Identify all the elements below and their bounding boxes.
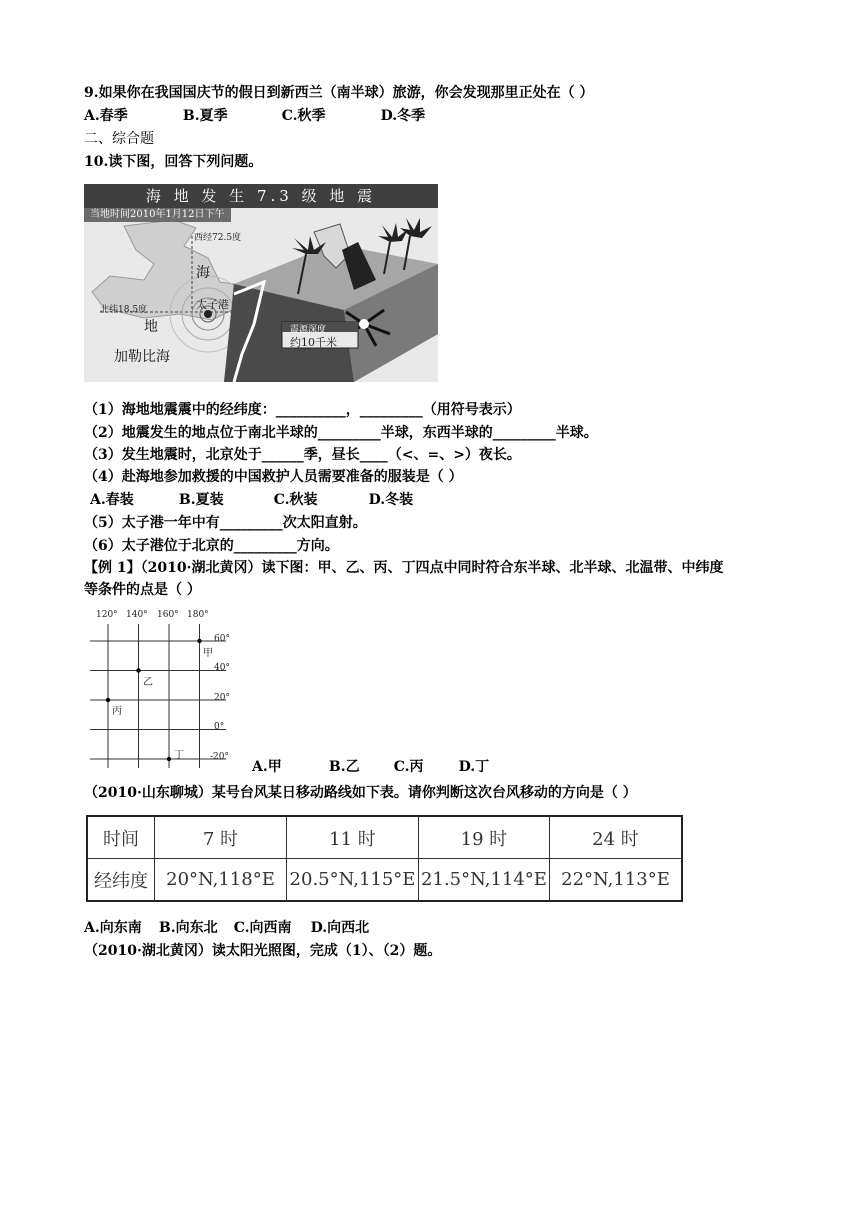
q9-option-c: C.秋季 bbox=[281, 108, 326, 124]
ex1-line2: 等条件的点是（ ） bbox=[84, 582, 201, 598]
q10-sub5: （5）太子港一年中有_________次太阳直射。 bbox=[84, 515, 367, 531]
q9-option-a: A.春季 bbox=[84, 108, 128, 124]
q10-sub6: （6）太子港位于北京的_________方向。 bbox=[84, 538, 339, 554]
ex1-option-a: A.甲 bbox=[252, 759, 282, 775]
lat-label-20: 20° bbox=[214, 693, 230, 703]
depth-value: 约10千米 bbox=[290, 336, 337, 349]
ex1-options bbox=[252, 758, 489, 776]
grid-point bbox=[106, 698, 110, 702]
q10-sub3: （3）发生地震时，北京处于______季，昼长____（<、=、>）夜长。 bbox=[84, 447, 521, 463]
q10-sub4-option-d: D.冬装 bbox=[368, 492, 414, 508]
lon-label-180: 180° bbox=[187, 610, 209, 620]
q10-stem: 10.读下图，回答下列问题。 bbox=[84, 154, 263, 170]
lat-lon-grid-figure bbox=[86, 608, 246, 778]
point-label-ding: 丁 bbox=[174, 750, 184, 761]
lon-label-120: 120° bbox=[96, 610, 118, 620]
point-label-yi: 乙 bbox=[143, 677, 153, 688]
grid-point bbox=[136, 668, 140, 672]
lat-label-40: 40° bbox=[214, 663, 230, 673]
label-di: 地 bbox=[144, 319, 158, 335]
table-cell: 20°N,118°E bbox=[155, 859, 287, 902]
lon-label-140: 140° bbox=[126, 610, 148, 620]
ex1-line1: 【例 1】（2010·湖北黄冈）读下图：甲、乙、丙、丁四点中同时符合东半球、北半球、北温带、中纬度 bbox=[84, 560, 724, 576]
table-cell: 7 时 bbox=[155, 816, 287, 859]
table-cell: 时间 bbox=[87, 816, 155, 859]
longitude-label: 西经72.5度 bbox=[194, 233, 242, 243]
q9-option-d: D.冬季 bbox=[380, 108, 426, 124]
q10-sub4: （4）赴海地参加救援的中国救护人员需要准备的服装是（ ） bbox=[84, 469, 463, 485]
latitude-label: 北纬18.5度 bbox=[100, 305, 148, 315]
lon-label-160: 160° bbox=[157, 610, 179, 620]
typhoon-stem: （2010·山东聊城）某号台风某日移动路线如下表。请你判断这次台风移动的方向是（ ） bbox=[84, 785, 637, 801]
q10-sub2: （2）地震发生的地点位于南北半球的_________半球，东西半球的_________半球。 bbox=[84, 425, 598, 441]
depth-title: 震源深度 bbox=[290, 325, 327, 335]
table-cell: 21.5°N,114°E bbox=[419, 859, 550, 902]
point-label-jia: 甲 bbox=[203, 648, 213, 659]
typhoon-option-a: A.向东南 bbox=[84, 920, 142, 936]
lat-label-neg20: -20° bbox=[210, 752, 229, 762]
port-label: 太子港 bbox=[196, 298, 229, 311]
q9-options bbox=[84, 107, 425, 125]
point-label-bing: 丙 bbox=[112, 706, 122, 717]
table-cell: 22°N,113°E bbox=[550, 859, 683, 902]
section-heading: 二、综合题 bbox=[84, 131, 154, 147]
q9-stem: 9.如果你在我国国庆节的假日到新西兰（南半球）旅游，你会发现那里正处在（ ） bbox=[84, 85, 594, 101]
table-cell: 24 时 bbox=[550, 816, 683, 859]
q10-sub4-option-c: C.秋装 bbox=[273, 492, 318, 508]
q10-sub4-option-b: B.夏装 bbox=[178, 492, 224, 508]
table-cell: 经纬度 bbox=[87, 859, 155, 902]
table-cell: 20.5°N,115°E bbox=[287, 859, 419, 902]
table-cell: 19 时 bbox=[419, 816, 550, 859]
figure-time: 当地时间2010年1月12日下午 bbox=[84, 208, 231, 222]
q10-sub4-options bbox=[90, 491, 413, 509]
q9-option-b: B.夏季 bbox=[182, 108, 228, 124]
figure-banner: 海 地 发 生 7.3 级 地 震 bbox=[84, 184, 438, 208]
ex1-option-d: D.丁 bbox=[458, 759, 490, 775]
typhoon-table bbox=[86, 815, 683, 902]
ex1-option-b: B.乙 bbox=[328, 759, 360, 775]
haiti-earthquake-figure bbox=[84, 184, 438, 382]
lat-label-0: 0° bbox=[214, 722, 225, 732]
typhoon-option-d: D.向西北 bbox=[310, 920, 370, 936]
table-row bbox=[87, 859, 682, 902]
typhoon-option-c: C.向西南 bbox=[233, 920, 292, 936]
ex1-option-c: C.丙 bbox=[393, 759, 424, 775]
grid-point bbox=[167, 757, 171, 761]
q10-sub4-option-a: A.春装 bbox=[90, 492, 134, 508]
last-question-stem: （2010·湖北黄冈）读太阳光照图，完成（1）、（2）题。 bbox=[84, 943, 442, 959]
typhoon-options bbox=[84, 919, 369, 937]
table-row bbox=[87, 816, 682, 859]
q10-sub1: （1）海地地震震中的经纬度：__________，_________（用符号表示） bbox=[84, 402, 521, 418]
lat-label-60: 60° bbox=[214, 634, 230, 644]
label-hai: 海 bbox=[196, 265, 210, 281]
typhoon-option-b: B.向东北 bbox=[158, 920, 218, 936]
grid-point bbox=[197, 639, 201, 643]
table-cell: 11 时 bbox=[287, 816, 419, 859]
sea-label: 加勒比海 bbox=[114, 349, 170, 365]
